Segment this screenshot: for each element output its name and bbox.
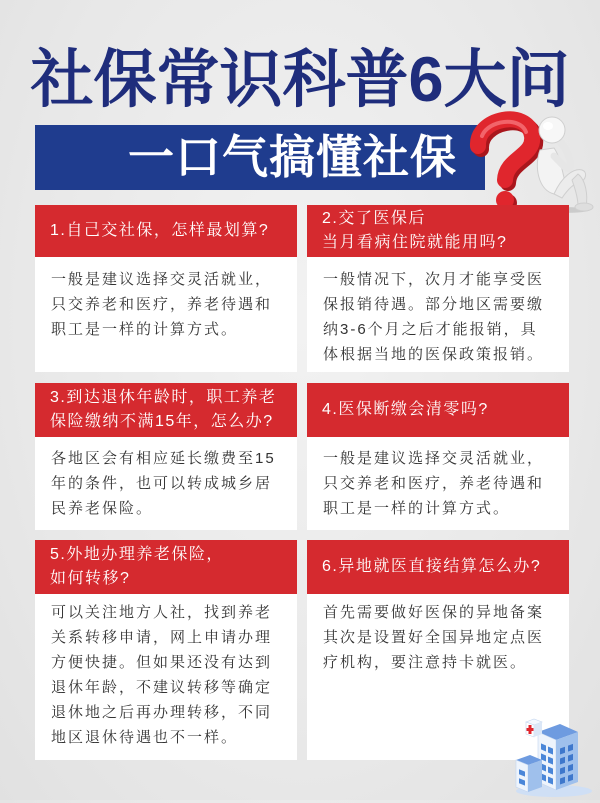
faq-card-4	[307, 383, 569, 530]
faq-answer-text: 一般是建议选择交灵活就业， 只交养老和医疗，养老待遇和 职工是一样的计算方式。	[51, 271, 273, 338]
faq-question-text: 3.到达退休年龄时，职工养老 保险缴纳不满15年，怎么办?	[50, 389, 277, 430]
question-mark-icon	[478, 119, 535, 212]
faq-question-header	[35, 540, 297, 594]
faq-answer-text: 一般是建议选择交灵活就业， 只交养老和医疗，养老待遇和 职工是一样的计算方式。	[323, 450, 545, 517]
faq-answer-text: 首先需要做好医保的异地备案 其次是设置好全国异地定点医 疗机构，要注意持卡就医。	[323, 604, 545, 671]
faq-answer-text: 各地区会有相应延长缴费至15 年的条件，也可以转成城乡居 民养老保险。	[51, 450, 276, 517]
faq-question-text: 1.自己交社保，怎样最划算?	[50, 222, 270, 239]
faq-answer-body	[35, 257, 297, 372]
faq-question-header	[35, 383, 297, 437]
subtitle-text: 一口气搞懂社保	[128, 131, 457, 183]
thinking-person-icon	[537, 117, 593, 211]
faq-answer-body	[35, 437, 297, 530]
faq-answer-body	[307, 437, 569, 530]
faq-question-header	[307, 383, 569, 437]
faq-question-header	[35, 205, 297, 257]
faq-answer-body	[35, 594, 297, 760]
page-title: 社保常识科普6大问	[30, 45, 570, 115]
subtitle-banner	[35, 125, 485, 190]
faq-question-text: 5.外地办理养老保险， 如何转移?	[50, 546, 224, 587]
faq-card-5	[35, 540, 297, 760]
faq-question-header	[307, 540, 569, 594]
faq-answer-text: 一般情况下，次月才能享受医 保报销待遇。部分地区需要缴 纳3-6个月之后才能报销，具 体根据当地的医保政策报销。	[323, 271, 545, 363]
faq-answer-body	[307, 257, 569, 372]
faq-question-header	[307, 205, 569, 257]
faq-answer-text: 可以关注地方人社，找到养老 关系转移申请，网上申请办理 方便快捷。但如果还没有达到 退休年龄，不建议转移等确定 退休地之后再办理转移，不同 地区退休待遇也不一样。	[51, 604, 273, 746]
hospital-icon	[508, 712, 594, 798]
faq-question-text: 6.异地就医直接结算怎么办?	[322, 558, 542, 575]
faq-card-1	[35, 205, 297, 372]
faq-card-3	[35, 383, 297, 530]
question-mark-thinking-person-icon	[462, 106, 594, 214]
faq-card-2	[307, 205, 569, 372]
faq-question-text: 2.交了医保后 当月看病住院就能用吗?	[322, 210, 508, 251]
faq-question-text: 4.医保断缴会清零吗?	[322, 401, 489, 418]
